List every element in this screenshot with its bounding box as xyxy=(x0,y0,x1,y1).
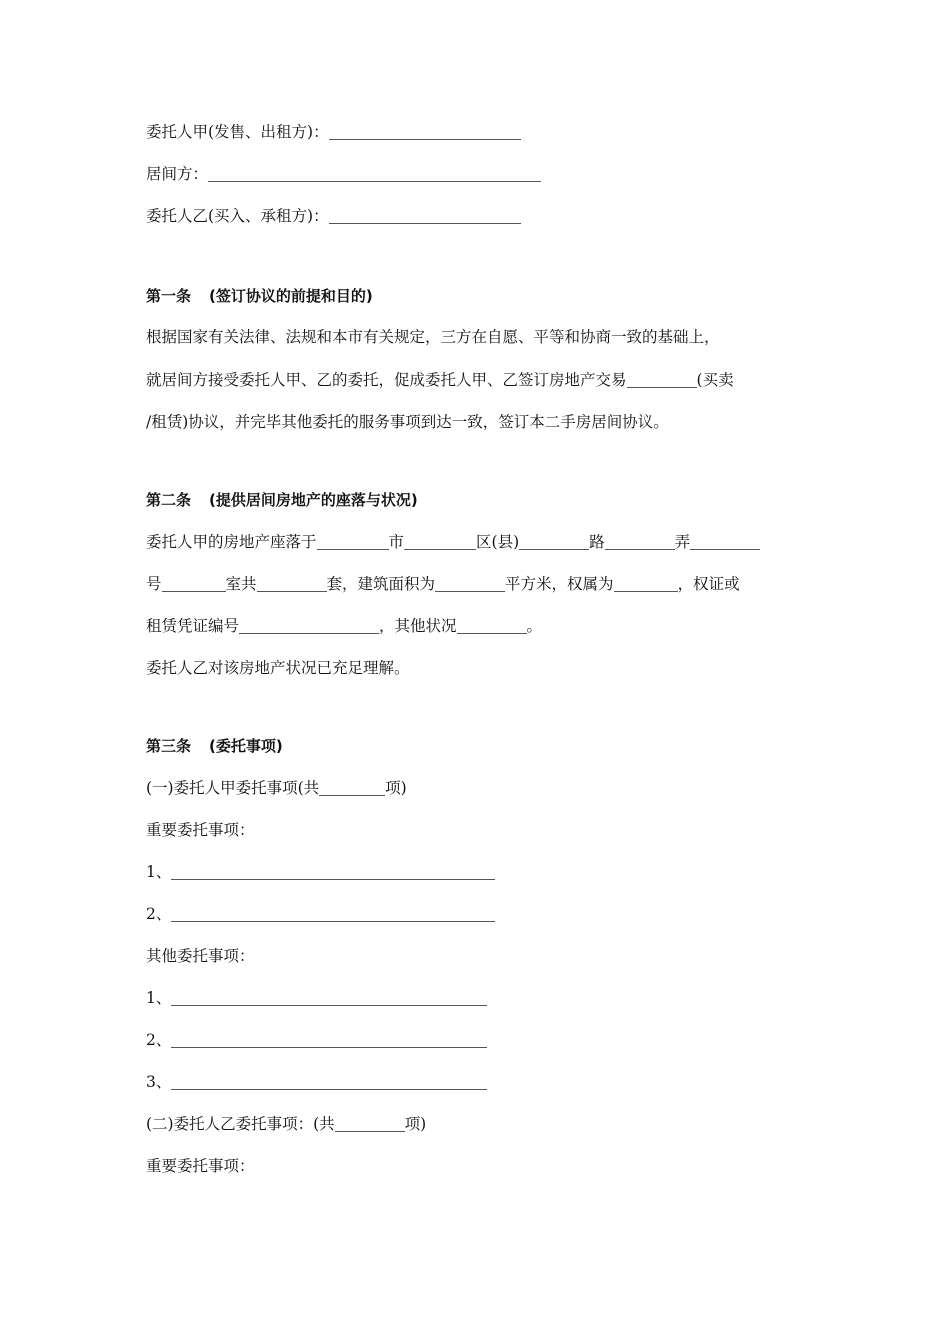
article1-number: 第一条 xyxy=(146,287,192,305)
article1-text: 就居间方接受委托人甲、乙的委托，促成委托人甲、乙签订房地产交易 xyxy=(146,371,627,389)
article1-para-line1: 根据国家有关法律、法规和本市有关规定，三方在自愿、平等和协商一致的基础上， xyxy=(146,328,720,346)
important-item-2-blank[interactable] xyxy=(171,905,495,922)
party-a-label: 委托人甲(发售、出租方)： xyxy=(146,123,329,141)
city-blank[interactable] xyxy=(317,533,389,550)
other-status-label: ，其他状况 xyxy=(379,617,457,635)
district-label: 区(县) xyxy=(476,533,520,551)
lane-blank[interactable] xyxy=(605,533,675,550)
other-item-2 xyxy=(146,1030,487,1050)
party-b-items-pre: (二)委托人乙委托事项：(共 xyxy=(146,1115,335,1133)
road-label: 路 xyxy=(589,533,605,551)
unit-line xyxy=(146,574,740,594)
broker-label: 居间方： xyxy=(146,165,209,183)
party-a-items-title xyxy=(146,778,407,798)
party-a-items-pre: (一)委托人甲委托事项(共 xyxy=(146,779,320,797)
other-status-blank[interactable] xyxy=(457,617,527,634)
article1-para-line3: /租赁)协议，并完毕其他委托的服务事项到达一致，签订本二手房居间协议。 xyxy=(146,413,669,431)
address-line xyxy=(146,532,760,552)
other-item-2-blank[interactable] xyxy=(171,1031,487,1048)
city-label: 市 xyxy=(388,533,405,551)
article1-para-line2 xyxy=(146,370,734,390)
broker-blank[interactable] xyxy=(208,165,541,182)
room-blank[interactable] xyxy=(162,575,226,592)
article2-number: 第二条 xyxy=(146,491,192,509)
other-item-3 xyxy=(146,1072,487,1092)
article3-title: (委托事项) xyxy=(209,737,283,755)
number-blank[interactable] xyxy=(690,533,760,550)
article3-heading xyxy=(146,736,283,756)
party-b-blank[interactable] xyxy=(329,207,521,224)
certificate-number-blank[interactable] xyxy=(239,617,379,634)
important-items-label: 重要委托事项： xyxy=(146,821,255,839)
article2-title: (提供居间房地产的座落与状况) xyxy=(209,491,418,509)
article1-title: (签订协议的前提和目的) xyxy=(209,287,373,305)
period: 。 xyxy=(526,617,543,635)
room-label: 室共 xyxy=(225,575,257,593)
broker-line xyxy=(146,164,541,184)
item-number: 2、 xyxy=(146,905,172,923)
important-item-1 xyxy=(146,862,495,882)
sets-blank[interactable] xyxy=(257,575,327,592)
other-item-1-blank[interactable] xyxy=(171,989,487,1006)
road-blank[interactable] xyxy=(519,533,589,550)
ownership-label: 平方米，权属为 xyxy=(505,575,614,593)
ownership-blank[interactable] xyxy=(614,575,678,592)
party-a-blank[interactable] xyxy=(329,123,521,140)
other-item-3-blank[interactable] xyxy=(171,1073,487,1090)
item-number: 2、 xyxy=(146,1031,172,1049)
area-label: 套，建筑面积为 xyxy=(326,575,436,593)
party-a-line xyxy=(146,122,521,142)
other-items-label: 其他委托事项： xyxy=(146,947,255,965)
area-blank[interactable] xyxy=(435,575,505,592)
certificate-label: ，权证或 xyxy=(677,575,740,593)
item-number: 1、 xyxy=(146,863,172,881)
district-blank[interactable] xyxy=(404,533,476,550)
party-b-label: 委托人乙(买入、承租方)： xyxy=(146,207,329,225)
item-number: 1、 xyxy=(146,989,172,1007)
party-b-items-title xyxy=(146,1114,426,1134)
other-item-1 xyxy=(146,988,487,1008)
party-a-count-blank[interactable] xyxy=(319,779,385,796)
party-a-items-post: 项) xyxy=(385,779,407,797)
article1-text-tail: (买卖 xyxy=(696,371,734,389)
party-b-count-blank[interactable] xyxy=(335,1115,405,1132)
lane-label: 弄 xyxy=(674,533,691,551)
understanding-line: 委托人乙对该房地产状况已充足理解。 xyxy=(146,659,410,677)
transaction-type-blank[interactable] xyxy=(627,371,697,388)
important-item-1-blank[interactable] xyxy=(171,863,495,880)
important-item-2 xyxy=(146,904,495,924)
address-label: 委托人甲的房地产座落于 xyxy=(146,533,317,551)
item-number: 3、 xyxy=(146,1073,172,1091)
important-items-label-b: 重要委托事项： xyxy=(146,1157,255,1175)
certificate-line xyxy=(146,616,542,636)
article3-number: 第三条 xyxy=(146,737,192,755)
number-label: 号 xyxy=(146,575,162,593)
party-b-line xyxy=(146,206,521,226)
article1-heading xyxy=(146,286,373,306)
certificate-number-label: 租赁凭证编号 xyxy=(146,617,240,635)
party-b-items-post: 项) xyxy=(404,1115,427,1133)
article2-heading xyxy=(146,490,418,510)
